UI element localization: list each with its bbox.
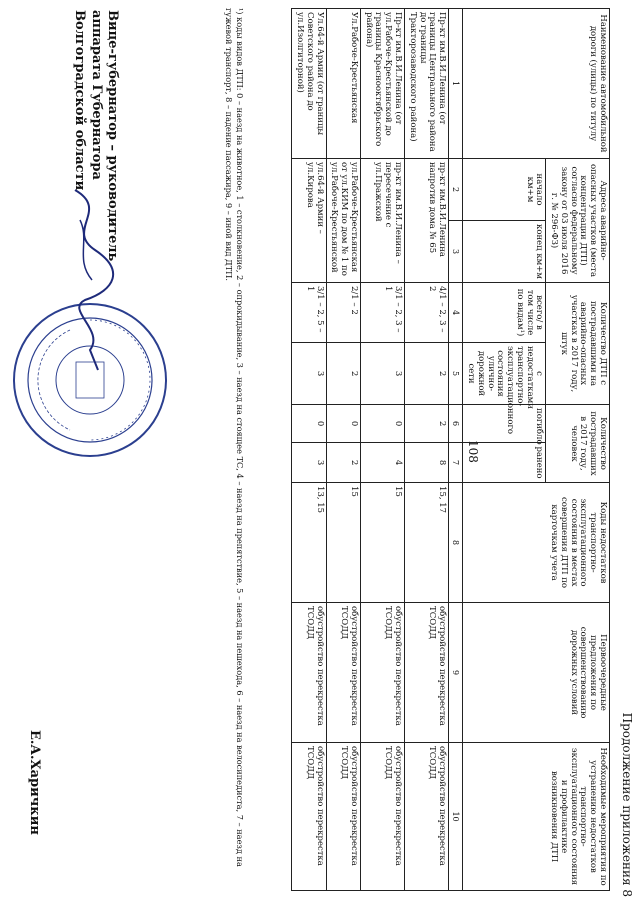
col-number: 1 (449, 9, 463, 159)
col-number: 9 (449, 603, 463, 743)
header-measures: Необходимые мероприятия по устранению недостатков транспортно-эксплуатационного состояния и профилактике возникновения ДТП (463, 743, 610, 891)
header-victims: Количество пострадавших в 2017 году, человек (546, 405, 610, 483)
killed-count: 0 (360, 405, 404, 443)
measures: обустройство перекрестка ТСОДД (405, 743, 449, 891)
col-number: 7 (449, 443, 463, 483)
header-dtp-count: Количество ДТП с пострадавшими на аварийно-опасных участках в 2017 году, штук (546, 283, 610, 405)
signatory-line: Вице-губернатор – руководитель (105, 10, 120, 262)
road-name: Пр-кт им.В.И.Ленина (от ул.Рабоче-Крестьянской до границы Краснооктябрьского района) (360, 9, 404, 159)
table-row (326, 9, 360, 891)
header-proposals: Первоочередные предложения по совершенствованию дорожных условий (463, 603, 610, 743)
proposals: обустройство перекрестка ТСОДД (326, 603, 360, 743)
defect-codes: 15 (360, 483, 404, 603)
address: ул.Рабоче-Крестьянская от ул.КИМ по дом № 1 по ул.Рабоче-Крестьянской (326, 159, 360, 283)
dtp-table (291, 8, 610, 891)
road-name: Ул.Рабоче-Крестьянская (326, 9, 360, 159)
header-end: конец км+м (463, 221, 546, 283)
dtp-total: 3/1 – 2, 5 – 1 (292, 283, 326, 343)
proposals: обустройство перекрестка ТСОДД (360, 603, 404, 743)
defect-codes: 15 (326, 483, 360, 603)
col-number: 6 (449, 405, 463, 443)
col-number: 8 (449, 483, 463, 603)
address: пр-кт им.В.И.Ленина напротив дома № 65 (405, 159, 449, 283)
header-injured: ранено (463, 443, 546, 483)
killed-count: 0 (292, 405, 326, 443)
appendix-title: Продолжение приложения 8 (620, 712, 634, 897)
proposals: обустройство перекрестка ТСОДД (405, 603, 449, 743)
header-start: начало км+м (463, 159, 546, 221)
table-row (292, 9, 326, 891)
dtp-total: 2/1 – 2 (326, 283, 360, 343)
table-row (360, 9, 404, 891)
measures: обустройство перекрестка ТСОДД (360, 743, 404, 891)
injured-count: 4 (360, 443, 404, 483)
col-number: 4 (449, 283, 463, 343)
header-codes: Коды недостатков транспортно-эксплуатационного состояния в местах совершения ДТП по карточкам учета (463, 483, 610, 603)
killed-count: 0 (326, 405, 360, 443)
page-number: 108 (466, 440, 480, 463)
dtp-defects: 3 (292, 343, 326, 405)
col-number: 2 (449, 159, 463, 221)
col-number: 3 (449, 221, 463, 283)
defect-codes: 13, 15 (292, 483, 326, 603)
header-total: всего/ в том числе по видам¹) (463, 283, 546, 343)
signatory-block (71, 10, 120, 261)
footnote: ¹) коды видов ДТП: 0 – наезд на животное, 1 – столкновение, 2 – опрокидывание, 3 – наезд на стоящее ТС, 4 – наезд на препятствие, 5 – наезд на пешехода, 6 – наезд на велосипедиста, 7 – наезд на гужевой транспорт, 8 – падение пассажира, 9 – иной вид ДТП. (224, 8, 245, 867)
killed-count: 2 (405, 405, 449, 443)
defect-codes: 15, 17 (405, 483, 449, 603)
header-address: Адреса аварийно-опасных участков (места концентрации ДТП) согласно федеральному закону от 03 июля 2016 г. № 296-ФЗ) (546, 159, 610, 283)
road-name: Ул.64-й Армии (от границы Советского района до ул.Изолгиторной) (292, 9, 326, 159)
dtp-defects: 2 (326, 343, 360, 405)
injured-count: 8 (405, 443, 449, 483)
dtp-total: 3/1 – 2, 3 – 1 (360, 283, 404, 343)
injured-count: 3 (292, 443, 326, 483)
proposals: обустройство перекрестка ТСОДД (292, 603, 326, 743)
dtp-defects: 3 (360, 343, 404, 405)
road-name: Пр-кт им.В.И.Ленина (от границы Центрального района до границы Тракторозаводского района) (405, 9, 449, 159)
header-killed: погибло (463, 405, 546, 443)
signatory-name: Е.А.Харичкин (27, 730, 42, 835)
dtp-defects: 2 (405, 343, 449, 405)
header-road: Наименование автомобильной дороги (улицы) по титулу (463, 9, 610, 159)
measures: обустройство перекрестка ТСОДД (326, 743, 360, 891)
col-number: 5 (449, 343, 463, 405)
dtp-total: 4/1 – 2, 3 – 2 (405, 283, 449, 343)
measures: обустройство перекрестка ТСОДД (292, 743, 326, 891)
address: пр-кт им.В.И.Ленина – пересечение с ул.Пражской (360, 159, 404, 283)
injured-count: 2 (326, 443, 360, 483)
table-row (405, 9, 449, 891)
col-number: 10 (449, 743, 463, 891)
header-defects: с недостатками транспортно-эксплуатационного состояния улично-дорожной сети (463, 343, 546, 405)
signatory-line: Волгоградской области (72, 10, 88, 191)
address: ул.64-й Армии – ул.Кирова (292, 159, 326, 283)
signatory-line: аппарата Губернатора (88, 10, 104, 180)
